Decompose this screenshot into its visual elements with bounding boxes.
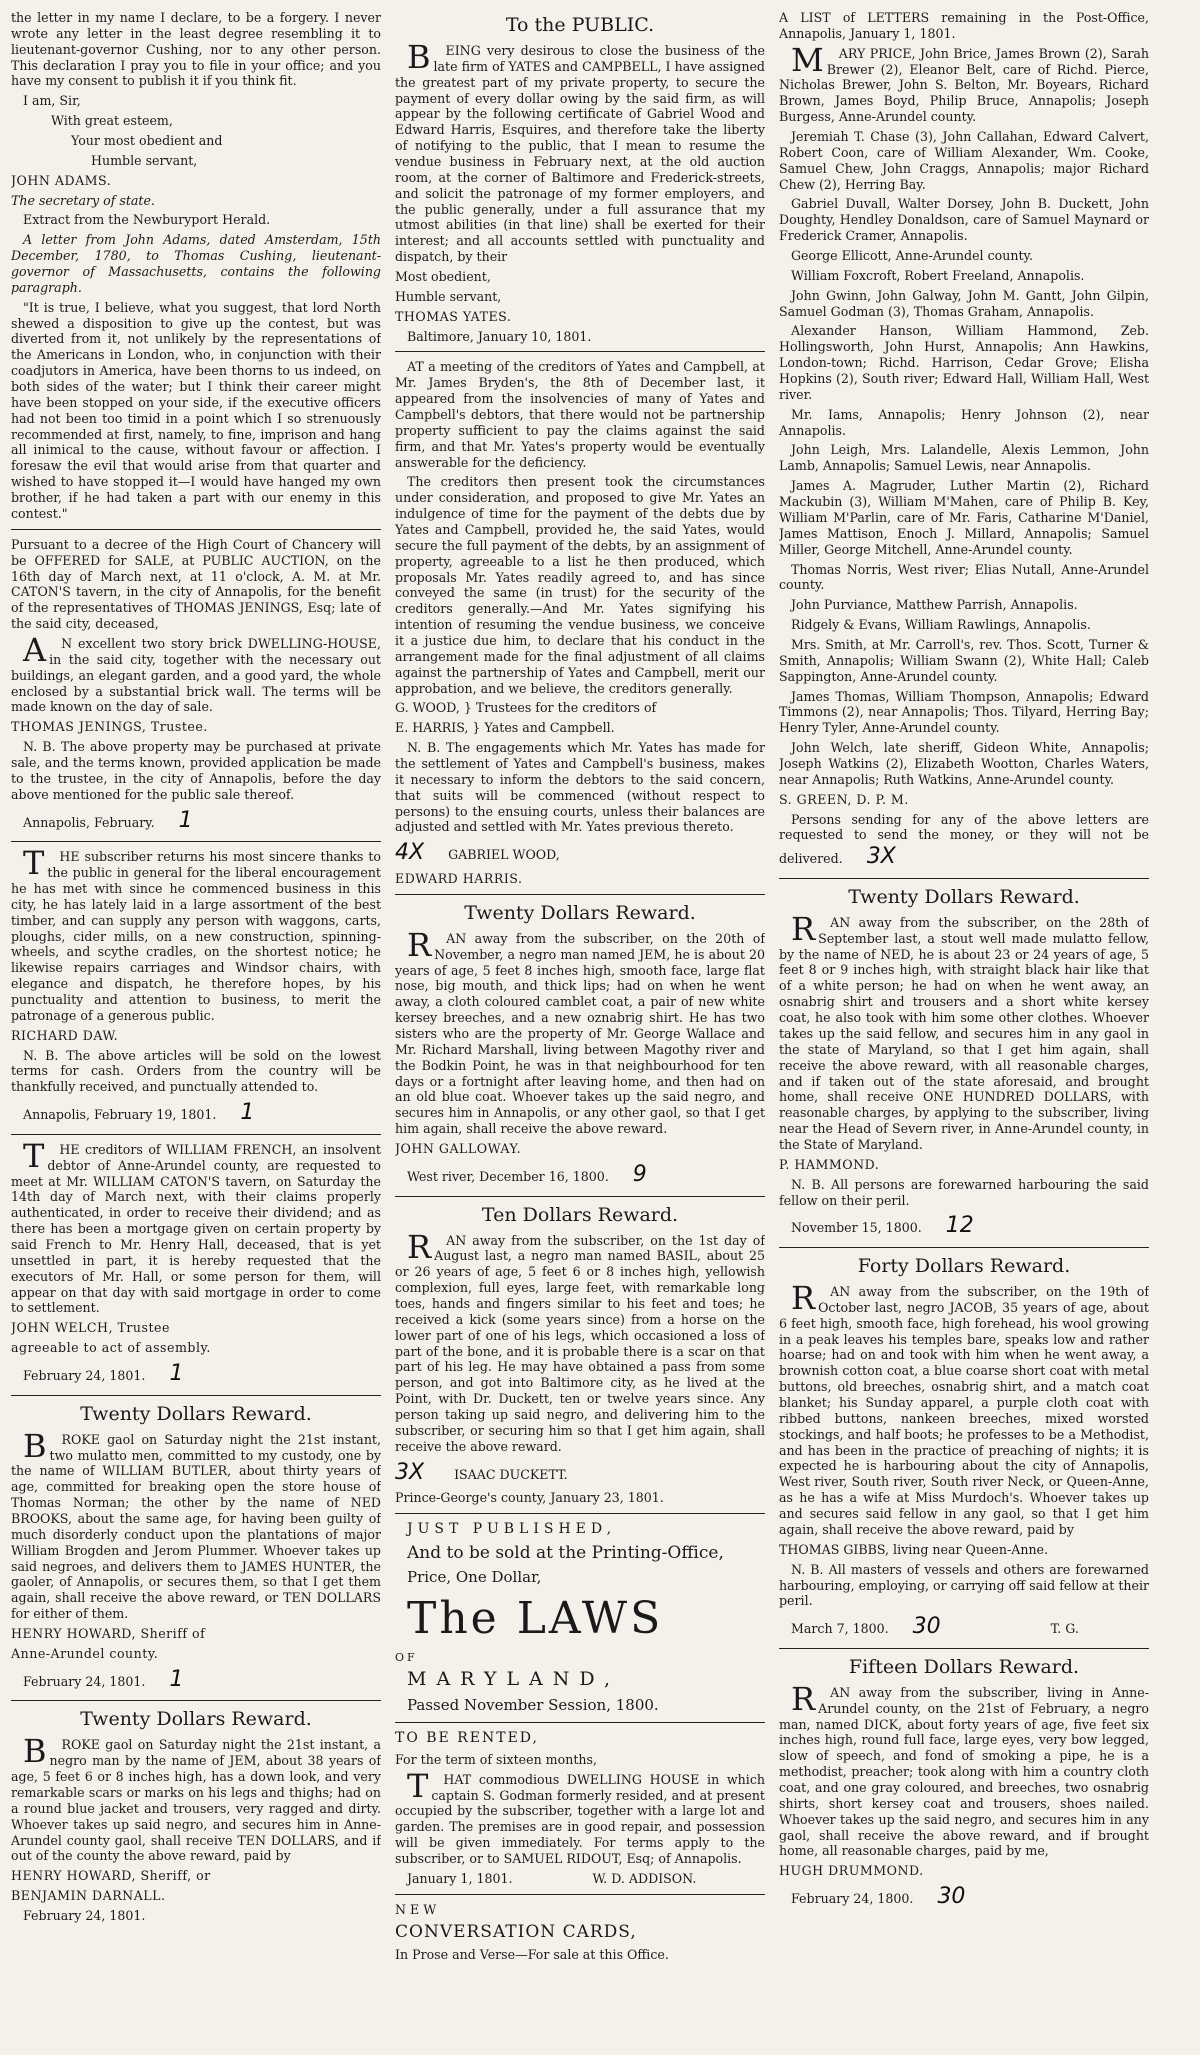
handwritten-mark: 4X — [395, 840, 425, 866]
adams-addressee: The secretary of state. — [11, 192, 155, 208]
handwritten-mark: 12 — [945, 1213, 974, 1239]
letters-entry: John Leigh, Mrs. Lalandelle, Alexis Lemmon, John Lamb, Annapolis; Samuel Lewis, near Annapolis. — [779, 442, 1149, 474]
letters-entry: Ridgely & Evans, William Rawlings, Annapolis. — [791, 617, 1091, 633]
meeting-nb-signature: 4X GABRIEL WOOD, — [395, 840, 560, 866]
reward-date: West river, December 16, 1800. 9 — [407, 1161, 647, 1187]
reward-date: February 24, 1801. 1 — [23, 1666, 184, 1692]
letters-entry: Gabriel Duvall, Walter Dorsey, John B. Duckett, John Doughty, Hendley Donaldson, care of Samuel Maynard or Frederick Cramer, Annapolis. — [779, 196, 1149, 244]
handwritten-mark: 1 — [178, 807, 193, 833]
reward-notice: BROKE gaol on Saturday night the 21st instant, a negro man by the name of JEM, about 38 years of age, 5 feet 6 or 8 inches high, has a down look, and very remarkable scars or marks on his legs and thighs; had on a round blue jacket and trousers, very ragged and dirty. Whoever takes up said negro, and secures him in Anne-Arundel county gaol, shall receive TEN DOLLARS, and if out of the county the above reward, paid by — [11, 1732, 381, 1864]
reward-date: February 24, 1800. 30 — [791, 1884, 966, 1910]
laws-sale: And to be sold at the Printing-Office, — [407, 1542, 724, 1563]
reward-date: November 15, 1800. 12 — [791, 1213, 974, 1239]
extract-body: "It is true, I believe, what you suggest, that lord North shewed a disposition to give up the contest, but was diverted from it, not unlikely by the representations of the Americans in London, who, in conjunction with their coadjutors in America, have been thorns to us indeed, on both sides of the water; but I think their career might have been stopped on your side, if the executive officers had not been too timid in a point which I so strenuously recommended at first, namely, to fine, imprison and hang all inimical to the cause, without favour or affection. I foresaw the evil that would arise from that quarter and wished to have stopped it—I would have hanged my own brother, if he had taken a part with our enemy in this contest." — [11, 299, 381, 521]
cards-note: In Prose and Verse—For sale at this Office. — [395, 1946, 669, 1962]
reward-notice: RAN away from the subscriber, on the 1st day of August last, a negro man named BASIL, about 25 or 26 years of age, 5 feet 6 or 8 inches high, yellowish complexion, full eyes, large feet, with remarkable long toes, hands and fingers similar to his feet and toes; he received a kick (some years since) from a horse on the lower part of one of his legs, which occasioned a loss of part of the bone, and it is probable there is a scar on that part of his leg. He may have obtained a pass from some person, and got into Baltimore city, as he lived at the Point, with Dr. Duckett, ten or twelve years since. Any person taking up said negro, and delivering him to the subscriber, or securing him so that I get him again, shall receive the above reward. — [395, 1227, 765, 1454]
reward-heading: Twenty Dollars Reward. — [464, 901, 696, 924]
letters-entry: William Foxcroft, Robert Freeland, Annapolis. — [791, 267, 1085, 283]
cards-new: NEW — [395, 1901, 441, 1917]
reward-heading: Ten Dollars Reward. — [481, 1203, 679, 1226]
french-signature-line2: agreeable to act of assembly. — [11, 1340, 211, 1356]
reward-date: March 7, 1800. 30 T. G. — [791, 1614, 1079, 1640]
reward-signature: HENRY HOWARD, Sheriff, or — [11, 1868, 211, 1884]
reward-signature: 3X ISAAC DUCKETT. — [395, 1459, 568, 1485]
chancery-notice: Pursuant to a decree of the High Court of Chancery will be OFFERED for SALE, at PUBLIC AUCTION, on the 16th day of March next, at 11 o'clock, A. M. at Mr. CATON'S tavern, in the city of Annapolis, for the benefit of the representatives of THOMAS JENINGS, Esq; late of the said city, deceased, — [11, 536, 381, 632]
divider — [11, 841, 381, 842]
meeting-signature: E. HARRIS, } Yates and Campbell. — [395, 720, 615, 736]
adams-closing: I am, Sir, — [23, 93, 81, 109]
divider — [395, 351, 765, 352]
divider — [11, 1395, 381, 1396]
chancery-date: Annapolis, February. 1 — [23, 807, 193, 833]
reward-nb: N. B. All persons are forewarned harbouring the said fellow on their peril. — [779, 1176, 1149, 1208]
laws-state: MARYLAND, — [407, 1668, 620, 1691]
adams-closing: Humble servant, — [91, 152, 198, 168]
public-date: Baltimore, January 10, 1801. — [407, 328, 592, 344]
reward-date: February 24, 1801. — [23, 1907, 146, 1923]
public-closing: Humble servant, — [395, 288, 502, 304]
handwritten-mark: 3X — [395, 1459, 425, 1485]
column-2 — [395, 10, 765, 2035]
cards-title: CONVERSATION CARDS, — [395, 1921, 637, 1942]
chancery-signature: THOMAS JENINGS, Trustee. — [11, 719, 208, 735]
divider — [395, 894, 765, 895]
letters-heading: A LIST of LETTERS remaining in the Post-Office, Annapolis, January 1, 1801. — [779, 10, 1149, 41]
meeting-notice-2: The creditors then present took the circumstances under consideration, and proposed to give Mr. Yates an indulgence of time for the payment of the debts due by Yates and Campbell, provided he, the said Yates, would secure the full payment of the debts, by an assignment of property, agreeable to a list he then produced, which proposals Mr. Yates readily agreed to, and has since conveyed the same (in trust) for the security of the creditors generally.—And Mr. Yates signifying his intention of resuming the vendue business, we conceive it a justice due him, to declare that his conduct in the arrangement made for the final adjustment of all claims against the partnership of Yates and Campbell, merit our approbation, and we believe, the creditors generally. — [395, 474, 765, 696]
handwritten-mark: 3X — [866, 844, 896, 870]
letters-entry: John Welch, late sheriff, Gideon White, Annapolis; Joseph Watkins (2), Elizabeth Wootton, Charles Waters, near Annapolis; Ruth Watkins, Anne-Arundel county. — [779, 740, 1149, 787]
letters-entry: James A. Magruder, Luther Martin (2), Richard Mackubin (3), William M'Mahen, care of Philip B. Key, William M'Parlin, care of Mr. Faris, Catharine M'Daniel, James Mattison, Enoch J. Millard, Annapolis; Samuel Miller, George Mitchell, Anne-Arundel county. — [779, 478, 1149, 557]
reward-heading: Forty Dollars Reward. — [857, 1255, 1071, 1278]
extract-intro: A letter from John Adams, dated Amsterdam, 15th December, 1780, to Thomas Cushing, lieutenant-governor of Massachusetts, contains the following paragraph. — [11, 232, 381, 295]
reward-signature-line2: BENJAMIN DARNALL. — [11, 1888, 166, 1904]
letters-entry: James Thomas, William Thompson, Annapolis; Edward Timmons (2), near Annapolis; Thos. Tilyard, Herring Bay; Henry Tyler, Anne-Arundel county. — [779, 688, 1149, 736]
divider — [395, 1196, 765, 1197]
reward-notice: RAN away from the subscriber, on the 20th of November, a negro man named JEM, he is about 20 years of age, 5 feet 8 inches high, smooth face, large flat nose, big mouth, and thick lips; had on when he went away, a cloth coloured camblet coat, a pair of new white kersey breeches, and a new oznabrig shirt. He has two sisters who are the property of Mr. George Wallace and Mr. Richard Marshall, living between Magothy river and the Bodkin Point, he was in that neighbourhood for ten days or a fortnight after leaving home, and then had on an old blue coat. Whoever takes up the said negro, and secures him in Annapolis, or any other gaol, so that I get him again, shall receive the above reward. — [395, 925, 765, 1137]
daw-notice: THE subscriber returns his most sincere thanks to the public in general for the liberal encouragement he has met with since he commenced business in this city, he has lately laid in a large assortment of the best timber, and can supply any person with waggons, carts, ploughs, cider mills, on a new construction, spinning-wheels, and scythe cradles, on the shortest notice; he likewise repairs carriages and Windsor chairs, with elegance and dispatch, he therefore hopes, by his punctuality and attention to business, to merit the patronage of a generous public. — [11, 844, 381, 1023]
rent-footer: January 1, 1801. W. D. ADDISON. — [407, 1870, 697, 1886]
laws-announcement: JUST PUBLISHED, — [407, 1521, 617, 1538]
divider — [395, 1894, 765, 1895]
public-signature: THOMAS YATES. — [395, 308, 512, 324]
public-heading: To the PUBLIC. — [505, 14, 655, 36]
letters-entry: John Purviance, Matthew Parrish, Annapolis. — [791, 597, 1078, 613]
french-signature: JOHN WELCH, Trustee — [11, 1320, 170, 1336]
reward-date: Prince-George's county, January 23, 1801. — [395, 1490, 664, 1506]
chancery-nb: N. B. The above property may be purchased at private sale, and the terms known, provided application be made to the trustee, in the city of Annapolis, before the day above mentioned for the public sale thereof. — [11, 739, 381, 802]
daw-date: Annapolis, February 19, 1801. 1 — [23, 1100, 255, 1126]
meeting-signature: G. WOOD, } Trustees for the creditors of — [395, 700, 657, 716]
divider — [395, 1513, 765, 1514]
chancery-body: AN excellent two story brick DWELLING-HOUSE, in the said city, together with the necessary out buildings, an elegant garden, and a good yard, the whole enclosed by a substantial brick wall. The terms will be made known on the day of sale. — [11, 630, 381, 715]
handwritten-mark: 1 — [169, 1361, 184, 1387]
letters-note: Persons sending for any of the above letters are requested to send the money, or they will not be delivered. 3X — [779, 811, 1149, 870]
letters-entry: Thomas Norris, West river; Elias Nutall, Anne-Arundel county. — [779, 561, 1149, 593]
reward-signature: P. HAMMOND. — [779, 1156, 880, 1172]
adams-signature: JOHN ADAMS. — [11, 172, 112, 188]
daw-nb: N. B. The above articles will be sold on the lowest terms for cash. Orders from the country will be thankfully received, and punctually attended to. — [11, 1047, 381, 1095]
laws-of: OF — [395, 1650, 418, 1664]
rent-notice: THAT commodious DWELLING HOUSE in which captain S. Godman formerly resided, and at present occupied by the subscriber, together with a large lot and garden. The premises are in good repair, and possession will be given immediately. For terms apply to the subscriber, or to SAMUEL RIDOUT, Esq; of Annapolis. — [395, 1766, 765, 1866]
daw-signature: RICHARD DAW. — [11, 1027, 119, 1043]
handwritten-mark: 30 — [937, 1884, 966, 1910]
adams-closing: With great esteem, — [51, 113, 173, 129]
letters-entry: Jeremiah T. Chase (3), John Callahan, Edward Calvert, Robert Coon, care of William Alexander, Wm. Cooke, Samuel Chew, John Craggs, Annapolis; major Richard Chew (2), Herring Bay. — [779, 129, 1149, 192]
meeting-notice: AT a meeting of the creditors of Yates and Campbell, at Mr. James Bryden's, the 8th of December last, it appeared from the insolvencies of many of Yates and Campbell's debtors, that there would not be partnership property sufficient to pay the claims against the said firm, and that Mr. Yates's property would be eventually answerable for the deficiency. — [395, 359, 765, 470]
reward-heading: Twenty Dollars Reward. — [80, 1402, 312, 1425]
reward-heading: Fifteen Dollars Reward. — [848, 1655, 1080, 1678]
handwritten-mark: 1 — [169, 1666, 184, 1692]
column-3 — [779, 10, 1149, 2035]
laws-session: Passed November Session, 1800. — [407, 1696, 659, 1715]
extract-heading: Extract from the Newburyport Herald. — [23, 212, 271, 228]
letters-entry: George Ellicott, Anne-Arundel county. — [791, 248, 1033, 264]
newspaper-page — [11, 10, 1189, 2035]
laws-price: Price, One Dollar, — [407, 1568, 542, 1587]
meeting-nb: N. B. The engagements which Mr. Yates has made for the settlement of Yates and Campbell's business, makes it necessary to inform the debtors to the said concern, that suits will be commenced (without respect to persons) to the ensuing courts, unless their balances are adjusted and settled with Mr. Yates previous thereto. — [395, 740, 765, 835]
divider — [11, 1700, 381, 1701]
letters-entry: Mr. Iams, Annapolis; Henry Johnson (2), near Annapolis. — [779, 406, 1149, 438]
reward-signature: THOMAS GIBBS, living near Queen-Anne. — [779, 1541, 1049, 1557]
reward-signature: JOHN GALLOWAY. — [395, 1141, 522, 1157]
adams-letter-text: the letter in my name I declare, to be a forgery. I never wrote any letter in the least degree resembling it to lieutenant-governor Cushing, nor to any other person. This declaration I pray you to file in your office; and you have my consent to publish it if you think fit. — [11, 10, 381, 89]
handwritten-mark: 30 — [912, 1614, 941, 1640]
french-notice: THE creditors of WILLIAM FRENCH, an insolvent debtor of Anne-Arundel county, are requested to meet at Mr. WILLIAM CATON'S tavern, on Saturday the 14th day of March next, with their claims properly authenticated, in order to receive their dividend; and as there has been a mortgage given on certain property by said French to Mr. Henry Hall, deceased, that is yet unsettled in part, it is hereby requested that the executors of Mr. Hall, or some person for them, will appear on that day with said mortgage in order to come to settlement. — [11, 1136, 381, 1316]
reward-notice: RAN away from the subscriber, on the 19th of October last, negro JACOB, 35 years of age, about 6 feet high, smooth face, high forehead, his wool growing in a peak leaves his temples bare, speaks low and rather hoarse; had on and took with him when he went away, a brownish cotton coat, a blue coarse short coat with metal buttons, old breeches, osnabrig shirt, and a match coat blanket; his Sunday apparel, a purple cloth coat with ribbed buttons, nankeen breeches, mixed worsted stockings, and half boots; he professes to be a Methodist, and has been in the practice of preaching of nights; it is expected he is harbouring about the city of Annapolis, West river, South river, South river Neck, or Queen-Anne, as he has a wife at Miss Murdoch's. Whoever takes up and secures said fellow in any gaol, so that I get him again, shall receive the above reward, paid by — [779, 1279, 1149, 1537]
reward-heading: Twenty Dollars Reward. — [80, 1708, 312, 1731]
laws-title: The LAWS — [407, 1593, 664, 1645]
letters-entry: John Gwinn, John Galway, John M. Gantt, John Gilpin, Samuel Godman (3), Thomas Graham, Annapolis. — [779, 287, 1149, 319]
letters-entry: Mrs. Smith, at Mr. Carroll's, rev. Thos. Scott, Turner & Smith, Annapolis; William Swann (2), White Hall; Caleb Sappington, Anne-Arundel county. — [779, 636, 1149, 684]
divider — [779, 1247, 1149, 1248]
letters-signature: S. GREEN, D. P. M. — [779, 791, 909, 807]
divider — [11, 1134, 381, 1135]
letters-entry: MARY PRICE, John Brice, James Brown (2), Sarah Brewer (2), Eleanor Belt, care of Richd. Pierce, Nicholas Brewer, John S. Belton, Mr. Boyears, Richard Brown, James Boyd, Philip Bruce, Annapolis; Joseph Burgess, Anne-Arundel county. — [779, 40, 1149, 125]
column-1 — [11, 10, 381, 2035]
reward-signature-line2: Anne-Arundel county. — [11, 1645, 159, 1661]
divider — [11, 529, 381, 530]
handwritten-mark: 1 — [240, 1100, 255, 1126]
french-date: February 24, 1801. 1 — [23, 1361, 184, 1387]
public-closing: Most obedient, — [395, 268, 491, 284]
reward-heading: Twenty Dollars Reward. — [848, 885, 1080, 908]
handwritten-mark: 9 — [632, 1161, 647, 1187]
public-notice: BEING very desirous to close the business of the late firm of YATES and CAMPBELL, I have assigned the greatest part of my private property, to secure the payment of every dollar owing by the said firm, as will appear by the following certificate of Gabriel Wood and Edward Harris, Esquires, and therefore take the liberty of notifying to the public, that I mean to resume the vendue business in February next, at the old auction room, at the corner of Baltimore and Frederick-streets, and solicit the patronage of my former employers, and the public generally, under a full assurance that my utmost abilities (in that line) shall be exerted for their interest; and all accounts settled with punctuality and dispatch, by their — [395, 37, 765, 265]
reward-notice: RAN away from the subscriber, on the 28th of September last, a stout well made mulatto fellow, by the name of NED, he is about 23 or 24 years of age, 5 feet 8 or 9 inches high, with straight black hair like that of a white person; he had on when he went away, an osnabrig shirt and trousers and a short white kersey coat, he also took with him some other clothes. Whoever takes up the said fellow, and secures him in any gaol in the state of Maryland, so that I get him again, shall receive the above reward, with all reasonable charges, and if taken out of the state aforesaid, and brought home, shall receive ONE HUNDRED DOLLARS, with reasonable charges, by applying to the subscriber, living near the Head of Severn river, in Anne-Arundel county, in the State of Maryland. — [779, 909, 1149, 1152]
adams-closing: Your most obedient and — [71, 133, 223, 149]
reward-nb: N. B. All masters of vessels and others are forewarned harbouring, employing, or carrying off said fellow at their peril. — [779, 1561, 1149, 1609]
divider — [395, 1722, 765, 1723]
reward-signature: HENRY HOWARD, Sheriff of — [11, 1626, 206, 1641]
rent-subheading: For the term of sixteen months, — [395, 1751, 597, 1767]
meeting-nb-signature-2: EDWARD HARRIS. — [395, 871, 523, 887]
divider — [779, 878, 1149, 879]
rent-heading: TO BE RENTED, — [395, 1730, 539, 1747]
letters-entry: Alexander Hanson, William Hammond, Zeb. Hollingsworth, John Hurst, Annapolis; Ann Hawkins, London-town; Richd. Harrison, Cedar Grove; Elisha Hopkins (2), South river; Edward Hall, William Hall, West river. — [779, 323, 1149, 402]
reward-notice: BROKE gaol on Saturday night the 21st instant, two mulatto men, committed to my custody, one by the name of WILLIAM BUTLER, about thirty years of age, committed for breaking open the store house of Thomas Norman; the other by the name of NED BROOKS, about the same age, for having been guilty of much disorderly conduct upon the plantations of major William Brogden and Jerom Plummer. Whoever takes up said negroes, and delivers them to JAMES HUNTER, the gaoler, of Annapolis, or secures them, so that I get them again, shall receive the above reward, or TEN DOLLARS for either of them. — [11, 1426, 381, 1622]
reward-signature: HUGH DRUMMOND. — [779, 1863, 924, 1879]
reward-notice: RAN away from the subscriber, living in Anne-Arundel county, on the 21st of February, a negro man, named DICK, about forty years of age, five feet six inches high, round full face, large eyes, very bow legged, slow of speech, and fond of smoking a pipe, he is a methodist, preacher; took along with him a country cloth coat, and one gray coloured, and breeches, two osnabrig shirts, short kersey coat and trousers, shoes nailed. Whoever takes up the said negro, and secures him in any gaol, shall receive the above reward, and if brought home, all reasonable charges, paid by me, — [779, 1679, 1149, 1859]
divider — [779, 1648, 1149, 1649]
